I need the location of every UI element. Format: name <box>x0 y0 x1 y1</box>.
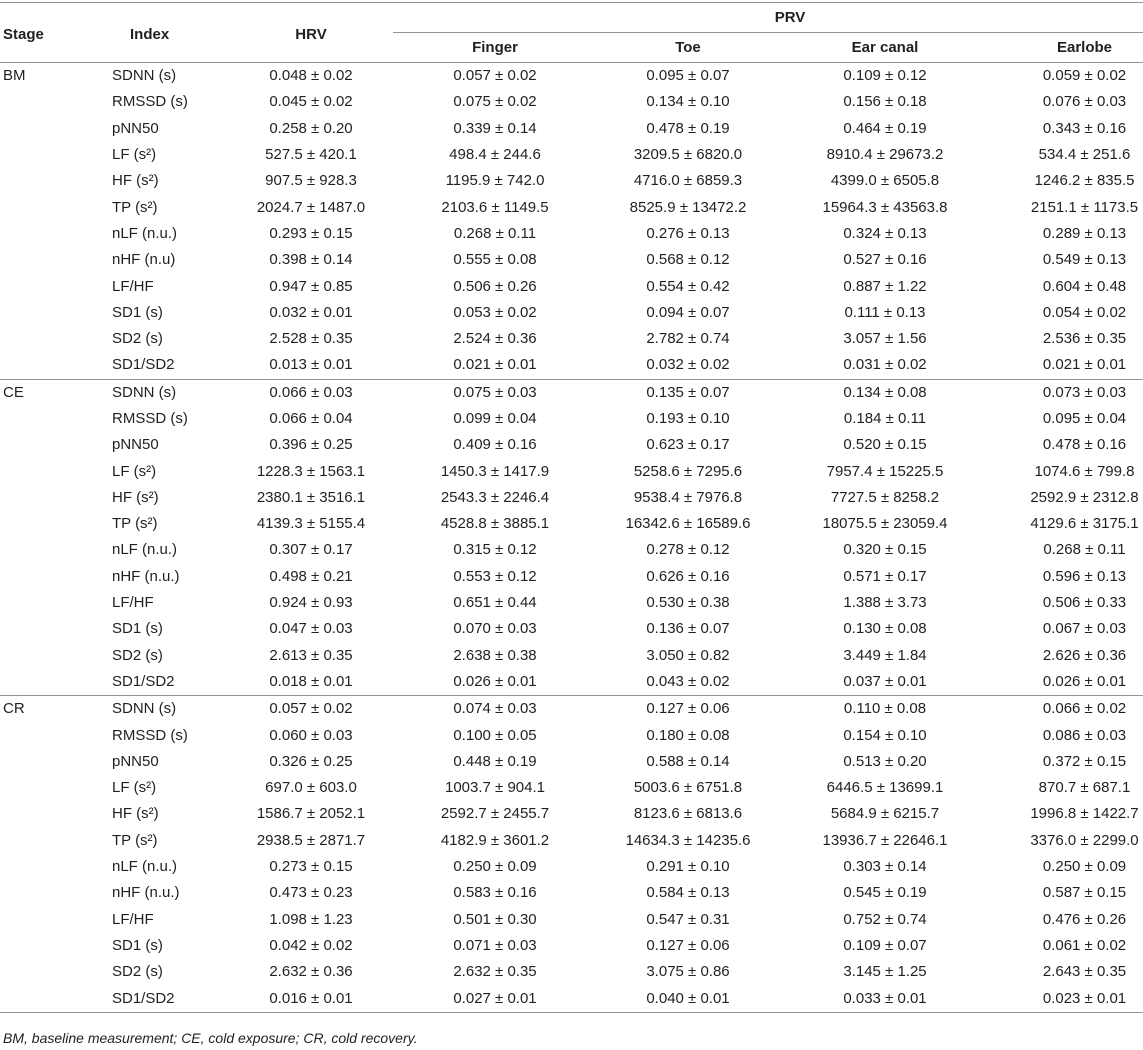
ear-canal-cell: 4399.0 ± 6505.8 <box>830 172 940 190</box>
hrv-cell: 0.473 ± 0.23 <box>269 884 353 902</box>
hrv-cell: 0.947 ± 0.85 <box>269 277 353 295</box>
toe-cell: 0.568 ± 0.12 <box>646 251 730 269</box>
earlobe-cell: 0.067 ± 0.03 <box>1042 620 1127 638</box>
index-cell: SDNN (s) <box>112 383 177 401</box>
table-row <box>0 458 1143 484</box>
table-row <box>0 221 1143 247</box>
finger-cell: 0.315 ± 0.12 <box>453 541 537 559</box>
index-cell: HF (s²) <box>112 172 159 190</box>
index-cell: SD2 (s) <box>112 646 163 664</box>
table-row <box>0 380 1143 406</box>
earlobe-cell: 0.549 ± 0.13 <box>1042 251 1127 269</box>
index-cell: SD1/SD2 <box>112 356 175 374</box>
header-stage: Stage <box>3 25 44 43</box>
ear-canal-cell: 0.513 ± 0.20 <box>843 752 927 770</box>
toe-cell: 5003.6 ± 6751.8 <box>633 779 743 797</box>
hrv-cell: 0.924 ± 0.93 <box>269 594 353 612</box>
index-cell: nLF (n.u.) <box>112 541 178 559</box>
toe-cell: 14634.3 ± 14235.6 <box>625 831 751 849</box>
ear-canal-cell: 5684.9 ± 6215.7 <box>830 805 940 823</box>
toe-cell: 2.782 ± 0.74 <box>646 330 730 348</box>
table-row <box>0 669 1143 695</box>
finger-cell: 0.099 ± 0.04 <box>453 410 537 427</box>
hrv-cell: 0.047 ± 0.03 <box>269 620 353 638</box>
toe-cell: 8525.9 ± 13472.2 <box>629 198 747 216</box>
hrv-cell: 2.632 ± 0.36 <box>269 963 353 981</box>
toe-cell: 0.530 ± 0.38 <box>646 594 730 612</box>
table-row <box>0 352 1143 378</box>
earlobe-cell: 0.061 ± 0.02 <box>1042 936 1127 954</box>
table-row <box>0 590 1143 616</box>
toe-cell: 4716.0 ± 6859.3 <box>633 172 743 190</box>
table-row <box>0 985 1143 1011</box>
table-header <box>0 3 1143 62</box>
index-cell: TP (s²) <box>112 831 158 849</box>
index-cell: SD1/SD2 <box>112 989 175 1007</box>
ear-canal-cell: 0.110 ± 0.08 <box>843 700 927 718</box>
hrv-cell: 0.326 ± 0.25 <box>269 752 353 770</box>
hrv-cell: 0.398 ± 0.14 <box>269 251 353 269</box>
table-row <box>0 168 1143 194</box>
table-row <box>0 406 1143 432</box>
earlobe-cell: 0.059 ± 0.02 <box>1042 67 1127 85</box>
index-cell: TP (s²) <box>112 515 158 533</box>
earlobe-cell: 0.095 ± 0.04 <box>1042 410 1127 427</box>
earlobe-cell: 0.023 ± 0.01 <box>1042 989 1127 1007</box>
ear-canal-cell: 0.031 ± 0.02 <box>843 356 927 374</box>
earlobe-cell: 0.054 ± 0.02 <box>1042 303 1127 321</box>
stage-cell: BM <box>3 67 26 85</box>
ear-canal-cell: 3.449 ± 1.84 <box>843 646 927 664</box>
index-cell: LF (s²) <box>112 779 157 797</box>
earlobe-cell: 3376.0 ± 2299.0 <box>1030 831 1139 849</box>
table-row <box>0 749 1143 775</box>
toe-cell: 0.094 ± 0.07 <box>646 303 730 321</box>
finger-cell: 0.027 ± 0.01 <box>453 989 537 1007</box>
earlobe-cell: 0.587 ± 0.15 <box>1042 884 1127 902</box>
toe-cell: 9538.4 ± 7976.8 <box>633 488 743 506</box>
toe-cell: 0.193 ± 0.10 <box>646 410 730 427</box>
earlobe-cell: 0.073 ± 0.03 <box>1042 383 1127 401</box>
table-section-ce <box>0 379 1143 696</box>
finger-cell: 0.250 ± 0.09 <box>453 858 537 876</box>
table-row <box>0 801 1143 827</box>
toe-cell: 0.626 ± 0.16 <box>646 567 730 585</box>
hrv-cell: 2.528 ± 0.35 <box>269 330 353 348</box>
hrv-cell: 0.258 ± 0.20 <box>269 119 353 137</box>
index-cell: SD1 (s) <box>112 303 163 321</box>
earlobe-cell: 0.021 ± 0.01 <box>1042 356 1127 374</box>
toe-cell: 8123.6 ± 6813.6 <box>633 805 743 823</box>
ear-canal-cell: 0.303 ± 0.14 <box>843 858 927 876</box>
index-cell: TP (s²) <box>112 198 158 216</box>
finger-cell: 2.638 ± 0.38 <box>453 646 537 664</box>
table-row <box>0 273 1143 299</box>
hrv-cell: 0.057 ± 0.02 <box>269 700 353 718</box>
finger-cell: 2.632 ± 0.35 <box>453 963 537 981</box>
earlobe-cell: 870.7 ± 687.1 <box>1038 779 1131 797</box>
finger-cell: 0.448 ± 0.19 <box>453 752 537 770</box>
table-row <box>0 247 1143 273</box>
toe-cell: 3209.5 ± 6820.0 <box>633 146 743 164</box>
ear-canal-cell: 0.324 ± 0.13 <box>843 224 927 242</box>
index-cell: SDNN (s) <box>112 67 177 85</box>
hrv-cell: 527.5 ± 420.1 <box>265 146 357 164</box>
table-row <box>0 63 1143 89</box>
ear-canal-cell: 0.156 ± 0.18 <box>843 93 927 111</box>
header-hrv: HRV <box>295 25 327 43</box>
index-cell: HF (s²) <box>112 488 159 506</box>
hrv-cell: 0.066 ± 0.04 <box>269 410 353 427</box>
table-row <box>0 828 1143 854</box>
index-cell: LF (s²) <box>112 462 157 480</box>
header-prv: PRV <box>774 8 806 26</box>
earlobe-cell: 2151.1 ± 1173.5 <box>1030 198 1139 216</box>
earlobe-cell: 2.643 ± 0.35 <box>1042 963 1127 981</box>
hrv-cell: 0.032 ± 0.01 <box>269 303 353 321</box>
hrv-cell: 0.013 ± 0.01 <box>269 356 353 374</box>
ear-canal-cell: 6446.5 ± 13699.1 <box>826 779 944 797</box>
table-row <box>0 643 1143 669</box>
index-cell: LF/HF <box>112 594 154 612</box>
table-footnote: BM, baseline measurement; CE, cold exposure; CR, cold recovery. <box>3 1030 418 1046</box>
earlobe-cell: 0.478 ± 0.16 <box>1042 436 1127 454</box>
earlobe-cell: 0.250 ± 0.09 <box>1042 858 1127 876</box>
index-cell: pNN50 <box>112 436 159 454</box>
ear-canal-cell: 3.145 ± 1.25 <box>843 963 927 981</box>
ear-canal-cell: 0.545 ± 0.19 <box>843 884 927 902</box>
ear-canal-cell: 0.109 ± 0.12 <box>843 67 927 85</box>
index-cell: SD1 (s) <box>112 936 163 954</box>
finger-cell: 1450.3 ± 1417.9 <box>440 462 550 480</box>
table-row <box>0 722 1143 748</box>
ear-canal-cell: 13936.7 ± 22646.1 <box>822 831 948 849</box>
finger-cell: 0.339 ± 0.14 <box>453 119 537 137</box>
table-row <box>0 194 1143 220</box>
earlobe-cell: 0.026 ± 0.01 <box>1042 672 1127 690</box>
index-cell: LF/HF <box>112 277 154 295</box>
ear-canal-cell: 7957.4 ± 15225.5 <box>826 462 944 480</box>
finger-cell: 0.026 ± 0.01 <box>453 672 537 690</box>
hrv-cell: 2024.7 ± 1487.0 <box>256 198 366 216</box>
toe-cell: 0.134 ± 0.10 <box>646 93 730 111</box>
index-cell: nHF (n.u) <box>112 251 176 269</box>
table-row <box>0 616 1143 642</box>
hrv-cell: 0.060 ± 0.03 <box>269 726 353 744</box>
table-row <box>0 89 1143 115</box>
toe-cell: 0.547 ± 0.31 <box>646 910 730 928</box>
table-row <box>0 485 1143 511</box>
finger-cell: 0.268 ± 0.11 <box>453 224 537 242</box>
finger-cell: 0.506 ± 0.26 <box>453 277 537 295</box>
earlobe-cell: 4129.6 ± 3175.1 <box>1030 515 1139 533</box>
hrv-cell: 0.042 ± 0.02 <box>269 936 353 954</box>
toe-cell: 0.040 ± 0.01 <box>646 989 730 1007</box>
earlobe-cell: 534.4 ± 251.6 <box>1038 146 1131 164</box>
finger-cell: 1195.9 ± 742.0 <box>445 172 545 190</box>
hrv-cell: 0.293 ± 0.15 <box>269 224 353 242</box>
ear-canal-cell: 0.520 ± 0.15 <box>843 436 927 454</box>
toe-cell: 0.554 ± 0.42 <box>646 277 730 295</box>
index-cell: SD2 (s) <box>112 963 163 981</box>
ear-canal-cell: 0.037 ± 0.01 <box>843 672 927 690</box>
hrv-cell: 0.048 ± 0.02 <box>269 67 353 85</box>
finger-cell: 0.071 ± 0.03 <box>453 936 537 954</box>
earlobe-cell: 0.076 ± 0.03 <box>1042 93 1127 111</box>
toe-cell: 0.291 ± 0.10 <box>646 858 730 876</box>
earlobe-cell: 0.372 ± 0.15 <box>1042 752 1127 770</box>
ear-canal-cell: 0.527 ± 0.16 <box>843 251 927 269</box>
header-finger: Finger <box>472 38 518 56</box>
table-body <box>0 62 1143 1013</box>
prv-subheader-row <box>400 33 1143 62</box>
toe-cell: 0.276 ± 0.13 <box>646 224 730 242</box>
stage-cell: CR <box>3 700 25 718</box>
toe-cell: 0.180 ± 0.08 <box>646 726 730 744</box>
table-row <box>0 116 1143 142</box>
ear-canal-cell: 0.571 ± 0.17 <box>843 567 927 585</box>
table-row <box>0 880 1143 906</box>
table-row <box>0 775 1143 801</box>
toe-cell: 3.050 ± 0.82 <box>646 646 730 664</box>
ear-canal-cell: 8910.4 ± 29673.2 <box>826 146 944 164</box>
ear-canal-cell: 7727.5 ± 8258.2 <box>830 488 940 506</box>
table-row <box>0 564 1143 590</box>
table-section-bm <box>0 62 1143 379</box>
hrv-cell: 0.045 ± 0.02 <box>269 93 353 111</box>
finger-cell: 0.100 ± 0.05 <box>453 726 537 744</box>
ear-canal-cell: 0.134 ± 0.08 <box>843 383 927 401</box>
ear-canal-cell: 0.464 ± 0.19 <box>843 119 927 137</box>
hrv-cell: 0.016 ± 0.01 <box>269 989 353 1007</box>
earlobe-cell: 1996.8 ± 1422.7 <box>1030 805 1139 823</box>
earlobe-cell: 0.268 ± 0.11 <box>1043 541 1126 559</box>
index-cell: HF (s²) <box>112 805 159 823</box>
earlobe-cell: 1246.2 ± 835.5 <box>1034 172 1135 190</box>
hrv-cell: 4139.3 ± 5155.4 <box>256 515 366 533</box>
toe-cell: 0.043 ± 0.02 <box>646 672 730 690</box>
toe-cell: 0.478 ± 0.19 <box>646 119 730 137</box>
earlobe-cell: 0.343 ± 0.16 <box>1042 119 1127 137</box>
finger-cell: 0.409 ± 0.16 <box>453 436 537 454</box>
index-cell: pNN50 <box>112 119 159 137</box>
earlobe-cell: 0.066 ± 0.02 <box>1042 700 1127 718</box>
earlobe-cell: 2.626 ± 0.36 <box>1042 646 1127 664</box>
hrv-cell: 2380.1 ± 3516.1 <box>256 488 366 506</box>
ear-canal-cell: 0.887 ± 1.22 <box>843 277 927 295</box>
finger-cell: 0.075 ± 0.03 <box>453 383 537 401</box>
index-cell: pNN50 <box>112 752 159 770</box>
index-cell: SDNN (s) <box>112 700 177 718</box>
earlobe-cell: 0.289 ± 0.13 <box>1042 224 1127 242</box>
hrv-cell: 1586.7 ± 2052.1 <box>256 805 366 823</box>
finger-cell: 2543.3 ± 2246.4 <box>440 488 550 506</box>
finger-cell: 2103.6 ± 1149.5 <box>441 198 549 216</box>
finger-cell: 0.583 ± 0.16 <box>453 884 537 902</box>
table-row <box>0 300 1143 326</box>
ear-canal-cell: 3.057 ± 1.56 <box>843 330 927 348</box>
toe-cell: 0.095 ± 0.07 <box>646 67 730 85</box>
toe-cell: 0.127 ± 0.06 <box>646 700 730 718</box>
toe-cell: 0.588 ± 0.14 <box>646 752 730 770</box>
finger-cell: 0.053 ± 0.02 <box>453 303 537 321</box>
ear-canal-cell: 18075.5 ± 23059.4 <box>822 515 948 533</box>
table-row <box>0 432 1143 458</box>
ear-canal-cell: 0.752 ± 0.74 <box>843 910 927 928</box>
index-cell: nLF (n.u.) <box>112 224 178 242</box>
ear-canal-cell: 0.033 ± 0.01 <box>843 989 927 1007</box>
ear-canal-cell: 0.184 ± 0.11 <box>843 410 927 427</box>
hrv-cell: 1.098 ± 1.23 <box>269 910 353 928</box>
table-row <box>0 854 1143 880</box>
earlobe-cell: 0.604 ± 0.48 <box>1042 277 1127 295</box>
finger-cell: 0.075 ± 0.02 <box>453 93 537 111</box>
index-cell: nLF (n.u.) <box>112 858 178 876</box>
index-cell: RMSSD (s) <box>112 726 188 744</box>
hrv-cell: 0.307 ± 0.17 <box>269 541 353 559</box>
toe-cell: 0.135 ± 0.07 <box>646 383 730 401</box>
ear-canal-cell: 1.388 ± 3.73 <box>843 594 927 612</box>
table-row <box>0 696 1143 722</box>
toe-cell: 0.584 ± 0.13 <box>646 884 730 902</box>
earlobe-cell: 0.506 ± 0.33 <box>1042 594 1127 612</box>
hrv-cell: 0.396 ± 0.25 <box>269 436 353 454</box>
index-cell: LF (s²) <box>112 146 157 164</box>
finger-cell: 0.021 ± 0.01 <box>453 356 537 374</box>
finger-cell: 0.070 ± 0.03 <box>453 620 537 638</box>
hrv-cell: 0.066 ± 0.03 <box>269 383 353 401</box>
header-earlobe: Earlobe <box>1056 38 1113 56</box>
toe-cell: 3.075 ± 0.86 <box>646 963 730 981</box>
earlobe-cell: 1074.6 ± 799.8 <box>1034 462 1135 480</box>
earlobe-cell: 2592.9 ± 2312.8 <box>1030 488 1139 506</box>
earlobe-cell: 0.476 ± 0.26 <box>1042 910 1127 928</box>
index-cell: RMSSD (s) <box>112 410 188 427</box>
table-row <box>0 959 1143 985</box>
earlobe-cell: 0.086 ± 0.03 <box>1042 726 1127 744</box>
table-row <box>0 537 1143 563</box>
toe-cell: 0.623 ± 0.17 <box>646 436 730 454</box>
finger-cell: 0.074 ± 0.03 <box>453 700 537 718</box>
table-row <box>0 933 1143 959</box>
earlobe-cell: 0.596 ± 0.13 <box>1042 567 1127 585</box>
finger-cell: 0.553 ± 0.12 <box>453 567 537 585</box>
ear-canal-cell: 0.111 ± 0.13 <box>844 303 926 321</box>
finger-cell: 0.057 ± 0.02 <box>453 67 537 85</box>
header-toe: Toe <box>675 38 701 56</box>
finger-cell: 4182.9 ± 3601.2 <box>440 831 550 849</box>
index-cell: SD1/SD2 <box>112 672 175 690</box>
finger-cell: 0.501 ± 0.30 <box>453 910 537 928</box>
earlobe-cell: 2.536 ± 0.35 <box>1042 330 1127 348</box>
toe-cell: 16342.6 ± 16589.6 <box>625 515 751 533</box>
ear-canal-cell: 15964.3 ± 43563.8 <box>822 198 948 216</box>
table-row <box>0 907 1143 933</box>
finger-cell: 4528.8 ± 3885.1 <box>440 515 550 533</box>
hrv-cell: 1228.3 ± 1563.1 <box>256 462 366 480</box>
index-cell: SD1 (s) <box>112 620 163 638</box>
toe-cell: 5258.6 ± 7295.6 <box>633 462 743 480</box>
index-cell: nHF (n.u.) <box>112 884 180 902</box>
hrv-cell: 0.273 ± 0.15 <box>269 858 353 876</box>
toe-cell: 0.278 ± 0.12 <box>646 541 730 559</box>
index-cell: LF/HF <box>112 910 154 928</box>
hrv-cell: 907.5 ± 928.3 <box>265 172 357 190</box>
table-row <box>0 142 1143 168</box>
toe-cell: 0.127 ± 0.06 <box>646 936 730 954</box>
index-cell: RMSSD (s) <box>112 93 188 111</box>
hrv-cell: 0.018 ± 0.01 <box>269 672 353 690</box>
ear-canal-cell: 0.130 ± 0.08 <box>843 620 927 638</box>
toe-cell: 0.032 ± 0.02 <box>646 356 730 374</box>
ear-canal-cell: 0.109 ± 0.07 <box>843 936 927 954</box>
finger-cell: 2.524 ± 0.36 <box>453 330 537 348</box>
finger-cell: 1003.7 ± 904.1 <box>445 779 545 797</box>
finger-cell: 0.651 ± 0.44 <box>453 594 537 612</box>
hrv-cell: 2938.5 ± 2871.7 <box>256 831 366 849</box>
ear-canal-cell: 0.320 ± 0.15 <box>843 541 927 559</box>
header-index: Index <box>130 25 170 43</box>
hrv-cell: 0.498 ± 0.21 <box>269 567 353 585</box>
toe-cell: 0.136 ± 0.07 <box>646 620 730 638</box>
index-cell: SD2 (s) <box>112 330 163 348</box>
table-section-cr <box>0 695 1143 1013</box>
finger-cell: 0.555 ± 0.08 <box>453 251 537 269</box>
stage-cell: CE <box>3 383 24 401</box>
finger-cell: 2592.7 ± 2455.7 <box>440 805 550 823</box>
header-ear-canal: Ear canal <box>851 38 919 56</box>
ear-canal-cell: 0.154 ± 0.10 <box>843 726 927 744</box>
table-row <box>0 326 1143 352</box>
hrv-cell: 697.0 ± 603.0 <box>265 779 357 797</box>
finger-cell: 498.4 ± 244.6 <box>449 146 541 164</box>
hrv-cell: 2.613 ± 0.35 <box>269 646 353 664</box>
index-cell: nHF (n.u.) <box>112 567 180 585</box>
table-row <box>0 511 1143 537</box>
